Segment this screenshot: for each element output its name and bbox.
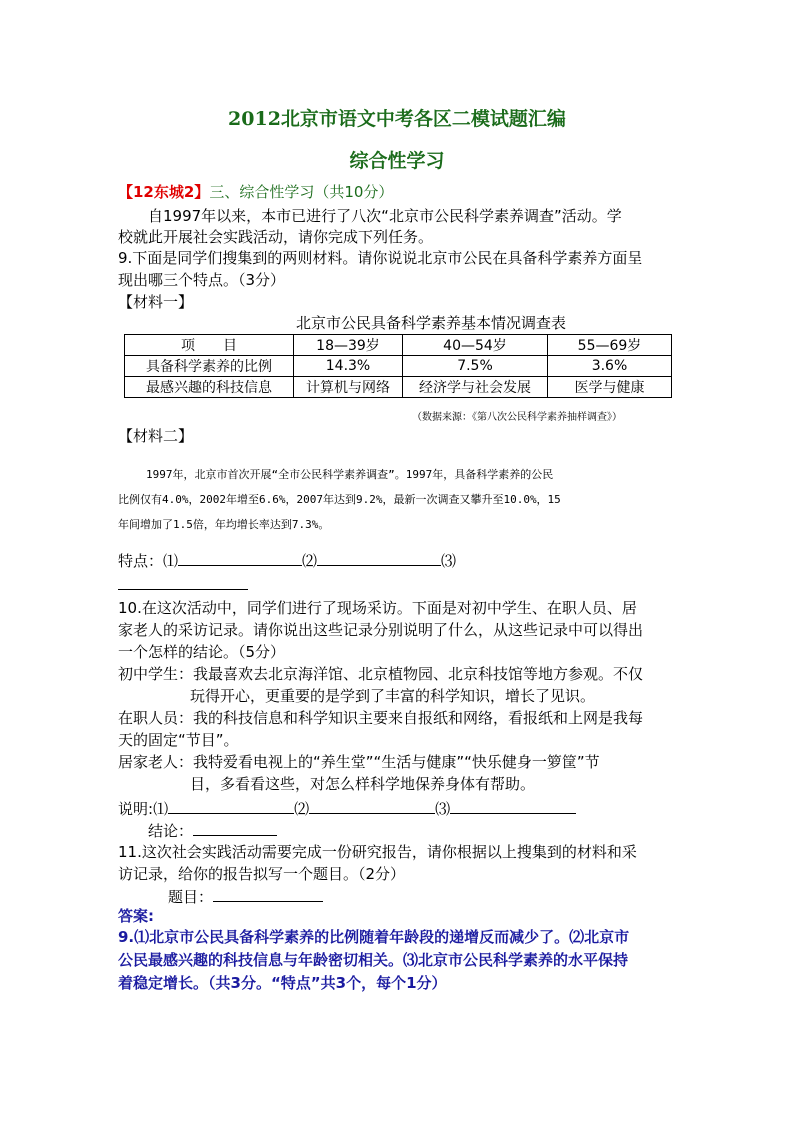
table-cell: 医学与健康 (548, 377, 672, 398)
explain-blank-3[interactable] (450, 798, 576, 814)
table-row (125, 377, 672, 398)
material-2-line: 比例仅有4.0%，2002年增至6.6%，2007年达到9.2%，最新一次调查又攀升至10.0%，15 (118, 493, 561, 506)
table-header-cell: 55—69岁 (548, 335, 672, 356)
intro-line-1: 自1997年以来，本市已进行了八次“北京市公民科学素养调查”活动。学 (148, 207, 622, 225)
feature-blank-2-label: ⑵ (302, 552, 318, 570)
feature-blank-3[interactable] (118, 589, 248, 590)
topic-blank[interactable] (213, 886, 323, 902)
q9-line-1: 9.下面是同学们搜集到的两则材料。请你说说北京市公民在具备科学素养方面呈 (118, 249, 643, 267)
material-1-label: 【材料一】 (118, 293, 194, 311)
interview-worker-2: 天的固定“节目”。 (118, 731, 239, 749)
section-heading (118, 182, 393, 203)
q10-line-2: 家老人的采访记录。请你说出这些记录分别说明了什么，从这些记录中可以得出 (118, 621, 644, 639)
table-header-cell: 项 目 (125, 335, 294, 356)
table-cell: 7.5% (403, 356, 548, 377)
explain-blank-2-label: ⑵ (294, 800, 310, 818)
interview-elder-2: 目，多看看这些，对怎么样科学地保养身体有帮助。 (190, 775, 536, 793)
interview-student-1: 初中学生：我最喜欢去北京海洋馆、北京植物园、北京科技馆等地方参观。不仅 (118, 665, 644, 683)
intro-line-2: 校就此开展社会实践活动，请你完成下列任务。 (118, 228, 434, 246)
table-cell: 14.3% (294, 356, 403, 377)
explain-blank-3-label: ⑶ (435, 800, 451, 818)
table-cell: 具备科学素养的比例 (125, 356, 294, 377)
interview-student-2: 玩得开心，更重要的是学到了丰富的科学知识，增长了见识。 (190, 687, 596, 705)
explain-blank-1[interactable] (168, 798, 294, 814)
table-source: （数据来源：《第八次公民科学素养抽样调查》） (412, 412, 622, 423)
material-2-label: 【材料二】 (118, 427, 194, 445)
explain-blank-1-label: ⑴ (153, 800, 169, 818)
survey-table (124, 334, 672, 398)
feature-blank-3-label: ⑶ (441, 552, 457, 570)
explain-blank-2[interactable] (309, 798, 435, 814)
interview-worker-1: 在职人员：我的科技信息和科学知识主要来自报纸和网络，看报纸和上网是我每 (118, 709, 644, 727)
material-2-line: 1997年，北京市首次开展“全市公民科学素养调查”。1997年，具备科学素养的公民 (146, 468, 554, 481)
feature-blank-1[interactable] (178, 550, 302, 566)
table-cell: 经济学与社会发展 (403, 377, 548, 398)
answer-line-1: 9.⑴北京市公民具备科学素养的比例随着年龄段的递增反而减少了。⑵北京市 (118, 928, 630, 946)
table-cell: 计算机与网络 (294, 377, 403, 398)
table-row (125, 356, 672, 377)
explain-row (118, 798, 576, 820)
section-tag: 【12东城2】 (118, 183, 210, 201)
answer-line-3: 着稳定增长。（共3分。“特点”共3个，每个1分） (118, 974, 447, 992)
conclusion-blank[interactable] (193, 820, 277, 836)
features-label: 特点： (118, 552, 164, 570)
section-title: 三、综合性学习（共10分） (209, 183, 394, 201)
table-title: 北京市公民具备科学素养基本情况调查表 (296, 314, 567, 332)
q11-line-1: 11.这次社会实践活动需要完成一份研究报告，请你根据以上搜集到的材料和采 (118, 843, 637, 861)
conclusion-row (148, 820, 277, 842)
q9-line-2: 现出哪三个特点。（3分） (118, 271, 286, 289)
topic-row (168, 886, 323, 908)
material-2-line: 年间增加了1.5倍，年均增长率达到7.3%。 (118, 518, 330, 531)
table-header-row (125, 335, 672, 356)
page-title: 2012北京市语文中考各区二模试题汇编 (228, 108, 566, 130)
conclusion-label: 结论： (148, 822, 194, 840)
interview-elder-1: 居家老人：我特爱看电视上的“养生堂”“生活与健康”“快乐健身一箩筐”节 (118, 753, 600, 771)
table-cell: 3.6% (548, 356, 672, 377)
q10-line-1: 10.在这次活动中，同学们进行了现场采访。下面是对初中学生、在职人员、居 (118, 599, 637, 617)
q10-line-3: 一个怎样的结论。（5分） (118, 643, 286, 661)
q11-line-2: 访记录，给你的报告拟写一个题目。（2分） (118, 865, 406, 883)
feature-blank-1-label: ⑴ (163, 552, 179, 570)
answers-label: 答案: (118, 907, 154, 925)
topic-label: 题目： (168, 888, 214, 906)
table-cell: 最感兴趣的科技信息 (125, 377, 294, 398)
features-row (118, 550, 456, 572)
page-subtitle: 综合性学习 (349, 150, 445, 172)
table-header-cell: 40—54岁 (403, 335, 548, 356)
table-header-cell: 18—39岁 (294, 335, 403, 356)
feature-blank-2[interactable] (317, 550, 441, 566)
answer-line-2: 公民最感兴趣的科技信息与年龄密切相关。⑶北京市公民科学素养的水平保持 (118, 951, 629, 969)
explain-label: 说明: (118, 800, 154, 818)
